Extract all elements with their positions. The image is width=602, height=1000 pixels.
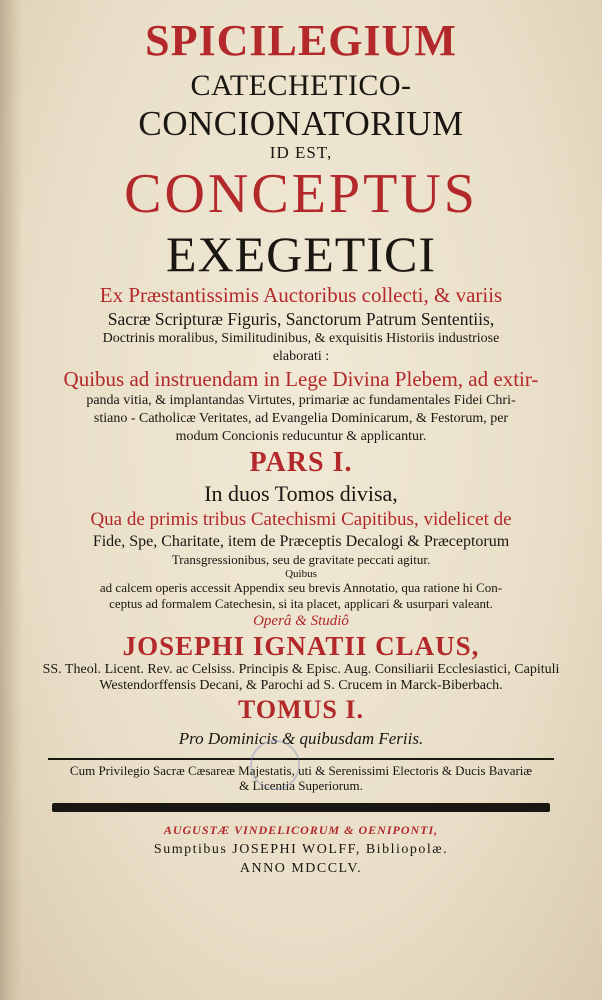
- author-titles-1: SS. Theol. Licent. Rev. ac Celsiss. Principis & Episc. Aug. Consiliarii Ecclesiastici, Capituli: [42, 662, 560, 677]
- title-conceptus: CONCEPTUS: [124, 163, 478, 225]
- title-id-est: ID EST,: [269, 143, 333, 162]
- author-opera: Operâ & Studiô: [253, 613, 349, 629]
- description-line-6: panda vitia, & implantandas Virtutes, primariæ ac fundamentales Fidei Chri-: [86, 393, 516, 408]
- part-line-1: In duos Tomos divisa,: [204, 481, 398, 506]
- imprint-year: ANNO MDCCLV.: [239, 861, 363, 876]
- description-line-8: modum Concionis reducuntur & applicantur.: [175, 429, 427, 444]
- library-stamp: [250, 740, 300, 790]
- title-exegetici: EXEGETICI: [165, 226, 437, 282]
- part-line-2: Qua de primis tribus Catechismi Capitibus, videlicet de: [90, 509, 512, 530]
- part-line-4: Transgressionibus, seu de gravitate peccati agitur.: [171, 552, 431, 567]
- imprint-place: AUGUSTÆ VINDELICORUM & OENIPONTI,: [163, 823, 439, 837]
- privilege-line-2: & Licentia Superiorum.: [239, 778, 363, 793]
- part-line-3: Fide, Spe, Charitate, item de Præceptis Decalogi & Præceptorum: [92, 533, 510, 550]
- description-line-4: elaborati :: [272, 349, 330, 364]
- part-heading: PARS I.: [249, 447, 353, 478]
- author-titles-2: Westendorffensis Decani, & Parochi ad S. Crucem in Marck-Biberbach.: [99, 678, 503, 693]
- thick-divider-bar: [52, 803, 550, 812]
- description-line-3: Doctrinis moralibus, Similitudinibus, & exquisitis Historiis industriose: [102, 331, 500, 346]
- part-quibus: Quibus: [285, 568, 317, 580]
- imprint-printer: Sumptibus JOSEPHI WOLFF, Bibliopolæ.: [153, 842, 449, 857]
- title-spicilegium: SPICILEGIUM: [145, 16, 457, 65]
- description-line-2: Sacræ Scripturæ Figuris, Sanctorum Patrum Sententiis,: [107, 309, 495, 329]
- author-name: JOSEPHI IGNATII CLAUS,: [122, 631, 480, 661]
- part-line-5: ad calcem operis accessit Appendix seu brevis Annotatio, qua ratione hi Con-: [99, 580, 503, 595]
- title-concionatorium: CONCIONATORIUM: [138, 104, 464, 143]
- description-line-5: Quibus ad instruendam in Lege Divina Plebem, ad extir-: [63, 367, 539, 391]
- description-line-1: Ex Præstantissimis Auctoribus collecti, & variis: [99, 283, 503, 307]
- volume-tomus: TOMUS I.: [238, 695, 364, 724]
- title-catechetico: CATECHETICO-: [190, 69, 412, 102]
- divider-rule: [48, 758, 554, 760]
- volume-subtitle: Pro Dominicis & quibusdam Feriis.: [178, 729, 424, 748]
- privilege-line-1: Cum Privilegio Sacræ Cæsareæ Majestatis, uti & Serenissimi Electoris & Ducis Bavariæ: [69, 763, 533, 778]
- part-line-6: ceptus ad formalem Catechesin, si ita placet, applicari & usurpari valeant.: [109, 596, 493, 611]
- description-line-7: stiano - Catholicæ Veritates, ad Evangelia Dominicarum, & Festorum, per: [93, 411, 509, 426]
